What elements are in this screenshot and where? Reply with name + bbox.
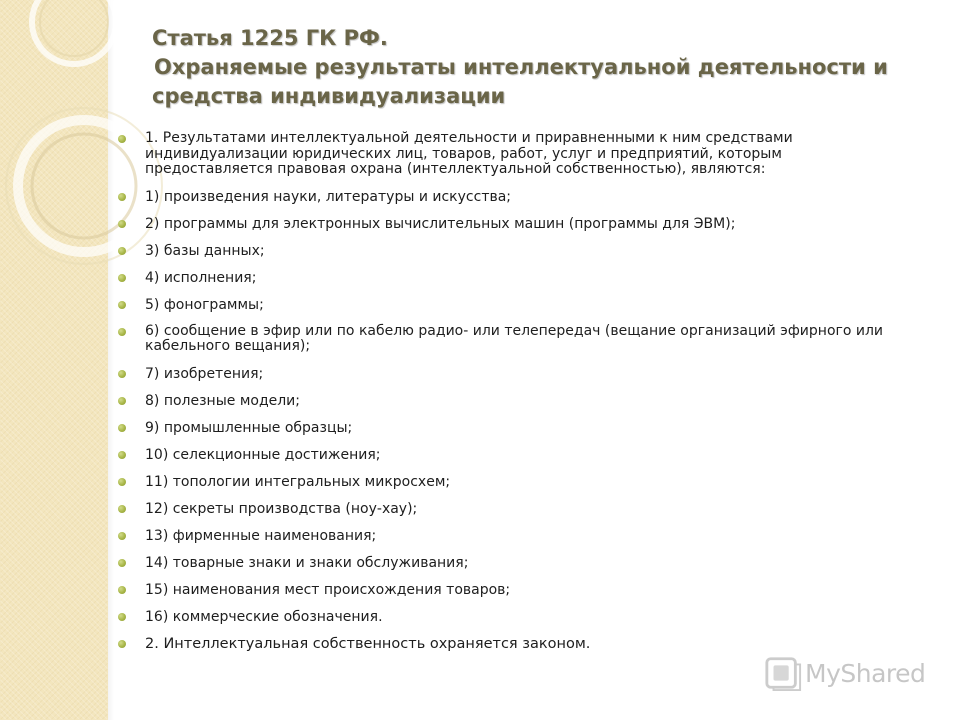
list-item-text: 4) исполнения; xyxy=(145,269,257,286)
bullet-icon xyxy=(118,586,126,594)
list-item-text: 2. Интеллектуальная собственность охраняется законом. xyxy=(145,635,591,652)
list-item-text: 3) базы данных; xyxy=(145,242,265,259)
list-item-text: 9) промышленные образцы; xyxy=(145,419,353,436)
bullet-icon xyxy=(118,274,126,282)
list-item xyxy=(118,609,908,625)
myshared-logo-icon xyxy=(764,654,802,692)
list-item xyxy=(118,501,908,517)
bullet-icon xyxy=(118,505,126,513)
list-item-text: 15) наименования мест происхождения товаров; xyxy=(145,581,511,598)
bullet-icon xyxy=(118,135,126,143)
list-item xyxy=(118,636,908,652)
title-line-3: средства индивидуализации xyxy=(152,84,506,108)
list-item-text: 2) программы для электронных вычислительных машин (программы для ЭВМ); xyxy=(145,215,736,232)
list-item xyxy=(118,216,908,232)
list-item xyxy=(118,366,908,382)
list-item xyxy=(118,393,908,409)
list-item xyxy=(118,189,908,205)
bullet-icon xyxy=(118,613,126,621)
list-item-text: 11) топологии интегральных микросхем; xyxy=(145,473,451,490)
bullet-icon xyxy=(118,193,126,201)
slide-title xyxy=(140,24,920,111)
content-list xyxy=(118,131,908,652)
bullet-icon xyxy=(118,640,126,648)
list-item-text: 6) сообщение в эфир или по кабелю радио- или телепередач (вещание организаций эфирного или кабельного вещания); xyxy=(145,322,884,354)
list-item-text: 1. Результатами интеллектуальной деятельности и приравненными к ним средствами индивидуализации юридических лиц, товаров, работ, услуг и предприятий, которым предоставляется правовая охрана (интеллектуальной собственностью), являются: xyxy=(145,130,793,177)
bullet-icon xyxy=(118,370,126,378)
bullet-icon xyxy=(118,301,126,309)
list-item-text: 1) произведения науки, литературы и искусства; xyxy=(145,188,512,205)
list-item xyxy=(118,324,908,355)
list-item xyxy=(118,582,908,598)
list-item-text: 5) фонограммы; xyxy=(145,296,264,313)
list-item-text: 10) селекционные достижения; xyxy=(145,446,381,463)
list-item xyxy=(118,243,908,259)
list-item-text: 12) секреты производства (ноу-хау); xyxy=(145,500,418,517)
list-item xyxy=(118,555,908,571)
bullet-icon xyxy=(118,220,126,228)
bullet-icon xyxy=(118,424,126,432)
list-item-text: 14) товарные знаки и знаки обслуживания; xyxy=(145,554,469,571)
list-item xyxy=(118,528,908,544)
list-item-text: 13) фирменные наименования; xyxy=(145,527,377,544)
bullet-icon xyxy=(118,247,126,255)
list-item xyxy=(118,131,908,178)
title-line-1: Статья 1225 ГК РФ. xyxy=(152,26,388,50)
watermark-text: MyShared xyxy=(805,658,926,688)
list-item-text: 8) полезные модели; xyxy=(145,392,300,409)
list-item xyxy=(118,297,908,313)
list-item-text: 7) изобретения; xyxy=(145,365,264,382)
title-line-2: Охраняемые результаты интеллектуальной деятельности и xyxy=(154,55,888,79)
bullet-icon xyxy=(118,559,126,567)
list-item-text: 16) коммерческие обозначения. xyxy=(145,608,383,625)
bullet-icon xyxy=(118,451,126,459)
list-item xyxy=(118,270,908,286)
list-item xyxy=(118,420,908,436)
bullet-icon xyxy=(118,532,126,540)
bullet-icon xyxy=(118,328,126,336)
bullet-icon xyxy=(118,397,126,405)
list-item xyxy=(118,447,908,463)
bullet-icon xyxy=(118,478,126,486)
watermark xyxy=(764,654,925,692)
list-item xyxy=(118,474,908,490)
